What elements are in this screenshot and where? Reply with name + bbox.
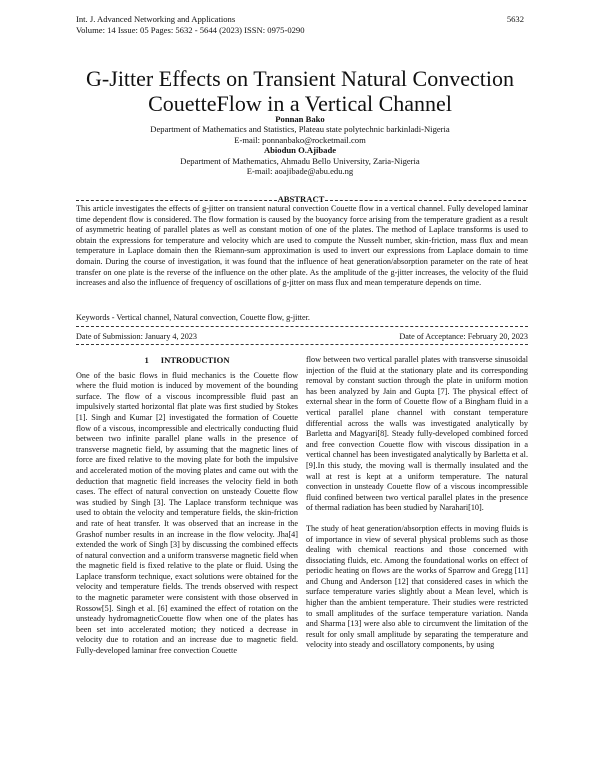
- abstract-text: This article investigates the effects of g-jitter on transient natural convection Couette flow in a vertical channel. Fully developed laminar time dependent flow is considered. The flow formation is caused by the buoyancy force arising from the temperature gradient as a result of asymmetric heating of parallel plates as well as constant motion of one of the plates. The method of Laplace transforms is used to obtain the expressions for temperature and velocity which are used to compute the Nusselt number, skin-friction, mass flux and mean temperature in Laplace domain then the Riemann-sum approximation is used to invert our expressions from Laplace domain to time domain. During the course of investigation, it was found that the influence of heat generation/absorption parameter on the rate of heat transfer on one plate is the reverse of the influence on the other plate. As the amplitude of the g-jitter increases, the velocity of the fluid increases and also the influence of frequency of oscillations of g-jitter on mass flux and mean temperature depends on time.: [76, 204, 528, 288]
- abstract-body: [76, 204, 528, 289]
- title-line-1: G-Jitter Effects on Transient Natural Convection: [86, 66, 514, 91]
- keywords: Keywords - Vertical channel, Natural convection, Couette flow, g-jitter.: [76, 313, 310, 322]
- author-email: E-mail: aoajibade@abu.edu.ng: [246, 166, 354, 177]
- divider: [76, 326, 528, 327]
- divider: [325, 200, 526, 201]
- body-paragraph: flow between two vertical parallel plates with transverse sinusoidal injection of the fluid at the stationary plate and its corresponding removal by constant suction through the plate in uniform motion has been analyzed by Jain and Gupta [7]. The physical effect of external shear in the form of Couette flow of a Bingham fluid in a vertical parallel plane channel with constant temperature differential across the walls was investigated analytically by Barletta and Magyari[8]. Steady fully-developed combined forced and free convection Couette flow with viscous dissipation in a vertical channel has been investigated analytically by Barletta et al.[9].In this study, the moving wall is thermally insulated and the wall at rest is kept at a uniform temperature. The natural convection in unsteady Couette flow of a viscous incompressible fluid confined between two vertical parallel plates in the presence of thermal radiation has been studied by Narahari[10].: [306, 355, 528, 513]
- abstract-heading: [76, 194, 526, 204]
- section-title: INTRODUCTION: [160, 355, 230, 365]
- author-email: E-mail: ponnanbako@rocketmail.com: [234, 134, 366, 145]
- left-column: [76, 355, 298, 657]
- author-affiliation: Department of Mathematics, Ahmadu Bello University, Zaria-Nigeria: [180, 155, 420, 166]
- paper-title: [40, 66, 560, 116]
- divider: [76, 344, 528, 345]
- volume-line: Volume: 14 Issue: 05 Pages: 5632 - 5644 (2023) ISSN: 0975-0290: [76, 25, 305, 35]
- submission-date: Date of Submission: January 4, 2023: [76, 332, 197, 341]
- body-paragraph: One of the basic flows in fluid mechanics is the Couette flow where the fluid motion is induced by movement of the bounding surface. The flow of a viscous incompressible fluid past an impulsively started horizontal flat plate was first studied by Stokes [1]. Singh and Kumar [2] investigated the formation of Couette flow of a viscous, incompressible and electrically conducting fluid between two infinite parallel plane walls in the presence of transverse magnetic field, by assuming that the magnetic lines of force are fixed relative to the moving plate for both the impulsive and accelerated motion of the moving plates and came out with the deduction that magnetic field increases the velocity field in both cases. The effect of natural convection on unsteady Couette flow was studied by Singh [3]. The Laplace transform technique was used to obtain the velocity and temperature fields, the skin-friction and rate of heat transfer. It was observed that an increase in the Grashof number results in an increase in the flow velocity. Jha[4] extended the work of Singh [3] by discussing the combined effects of natural convection and a uniform transverse magnetic field when the magnetic field is fixed relative to the plate or fluid. Using the Laplace transform technique, exact solutions were obtained for the velocity and temperature fields. The trends observed with respect to the magnetic parameter were consistent with those observed in Rossow[5]. Singh et al. [6] examined the effect of rotation on the unsteady hydromagneticCouette flow when one of the plates has been set into accelerated motion; they noticed a decrease in velocity due to rotation and an increase due to magnetic field. Fully-developed laminar free convection Couette: [76, 370, 298, 656]
- page-number: 5632: [506, 14, 524, 24]
- divider: [76, 200, 277, 201]
- section-heading: [76, 355, 298, 366]
- author-name: Abiodun O.Ajibade: [263, 145, 337, 156]
- dates-row: [76, 332, 528, 341]
- journal-name: Int. J. Advanced Networking and Applications: [76, 14, 236, 24]
- title-line-2: CouetteFlow in a Vertical Channel: [148, 91, 452, 116]
- author-affiliation: Department of Mathematics and Statistics, Plateau state polytechnic barkinladi-Nigeria: [150, 124, 450, 135]
- author-name: Ponnan Bako: [275, 114, 325, 124]
- journal-header: [76, 14, 305, 36]
- author-block: [60, 114, 540, 176]
- section-number: 1: [144, 355, 149, 365]
- right-column: [306, 355, 528, 651]
- acceptance-date: Date of Acceptance: February 20, 2023: [399, 332, 528, 341]
- abstract-label: ABSTRACT: [277, 194, 325, 204]
- body-paragraph: The study of heat generation/absorption effects in moving fluids is of importance in view of several physical problems such as those dealing with chemical reactions and those concerned with dissociating fluids, etc. Among the foundational works on effect of periodic heating on flows are the works of Sparrow and Gregg [11] and Chung and Anderson [12] that considered cases in which the surface temperature varies slightly about a Mean level, which is higher than the ambient temperature. Their studies were restricted to small amplitudes of the surface temperature variation. Nanda and Sharma [13] were also able to circumvent the limitation of the result for only small amplitude by separating the temperature and velocity into steady and oscillatory components, by using: [306, 523, 528, 650]
